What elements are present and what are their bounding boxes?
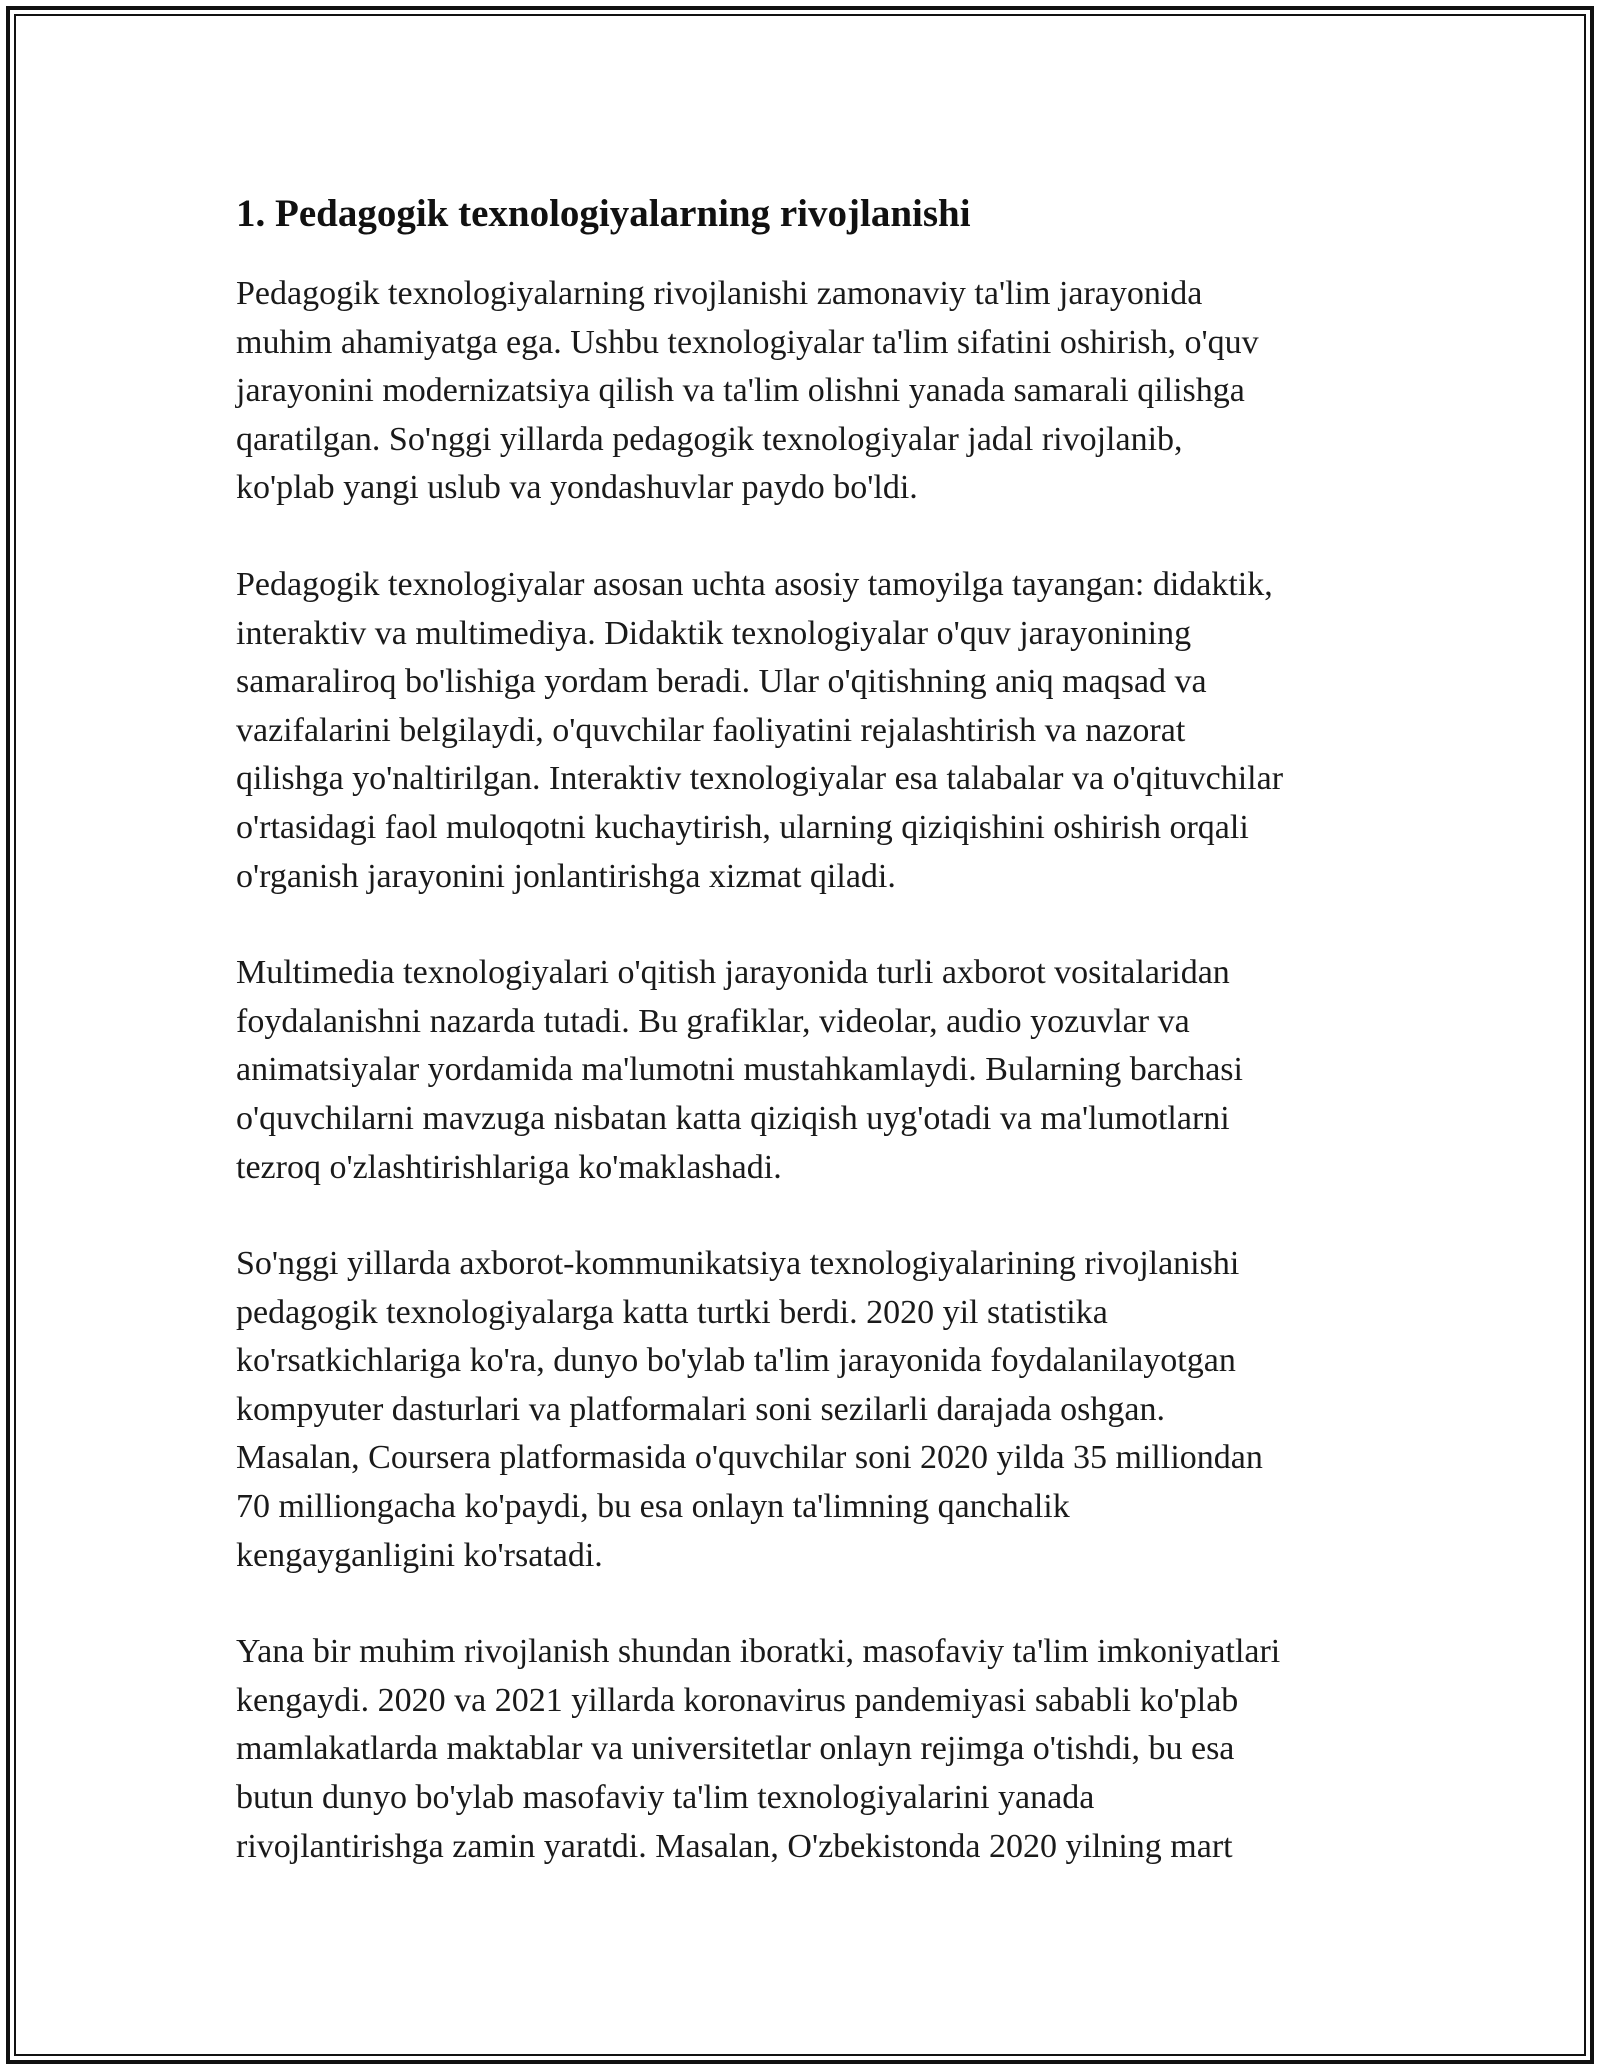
text-line: kompyuter dasturlari va platformalari soni sezilarli darajada oshgan. xyxy=(236,1390,1166,1428)
text-line: ko'rsatkichlariga ko'ra, dunyo bo'ylab ta'lim jarayonida foydalanilayotgan xyxy=(236,1342,1236,1380)
text-line: o'rtasidagi faol muloqotni kuchaytirish, ularning qiziqishini oshirish orqali xyxy=(236,808,1249,846)
text-line: mamlakatlarda maktablar va universitetlar onlayn rejimga o'tishdi, bu esa xyxy=(236,1730,1235,1768)
text-line: tezroq o'zlashtirishlariga ko'maklashadi. xyxy=(236,1148,782,1186)
paragraph-5 xyxy=(236,1628,1386,1871)
text-line: butun dunyo bo'ylab masofaviy ta'lim texnologiyalarini yanada xyxy=(236,1779,1095,1817)
paragraph-3 xyxy=(236,949,1386,1192)
section-heading: 1. Pedagogik texnologiyalarning rivojlanishi xyxy=(236,192,971,235)
text-line: animatsiyalar yordamida ma'lumotni mustahkamlaydi. Bularning barchasi xyxy=(236,1051,1243,1089)
text-line: foydalanishni nazarda tutadi. Bu grafiklar, videolar, audio yozuvlar va xyxy=(236,1002,1190,1040)
text-line: o'rganish jarayonini jonlantirishga xizmat qiladi. xyxy=(236,857,896,895)
text-line: kengaydi. 2020 va 2021 yillarda koronavirus pandemiyasi sababli ko'plab xyxy=(236,1681,1239,1719)
text-line: o'quvchilarni mavzuga nisbatan katta qiziqish uyg'otadi va ma'lumotlarni xyxy=(236,1099,1230,1137)
text-line: Pedagogik texnologiyalar asosan uchta asosiy tamoyilga tayangan: didaktik, xyxy=(236,565,1273,603)
paragraph-4 xyxy=(236,1240,1386,1580)
text-line: samaraliroq bo'lishiga yordam beradi. Ular o'qitishning aniq maqsad va xyxy=(236,663,1207,701)
text-line: pedagogik texnologiyalarga katta turtki berdi. 2020 yil statistika xyxy=(236,1293,1108,1331)
text-line: So'nggi yillarda axborot-kommunikatsiya texnologiyalarining rivojlanishi xyxy=(236,1245,1240,1283)
text-line: vazifalarini belgilaydi, o'quvchilar faoliyatini rejalashtirish va nazorat xyxy=(236,711,1186,749)
text-line: kengayganligini ko'rsatadi. xyxy=(236,1536,603,1574)
text-line: 70 milliongacha ko'paydi, bu esa onlayn ta'limning qanchalik xyxy=(236,1488,1070,1526)
document-body xyxy=(236,186,1386,1919)
text-line: interaktiv va multimediya. Didaktik texnologiyalar o'quv jarayonining xyxy=(236,614,1192,652)
text-line: Yana bir muhim rivojlanish shundan iboratki, masofaviy ta'lim imkoniyatlari xyxy=(236,1633,1281,1671)
text-line: jarayonini modernizatsiya qilish va ta'lim olishni yanada samarali qilishga xyxy=(236,372,1245,410)
text-line: qilishga yo'naltirilgan. Interaktiv texnologiyalar esa talabalar va o'qituvchilar xyxy=(236,760,1284,798)
text-line: ko'plab yangi uslub va yondashuvlar paydo bo'ldi. xyxy=(236,469,918,507)
text-line: qaratilgan. So'nggi yillarda pedagogik texnologiyalar jadal rivojlanib, xyxy=(236,420,1183,458)
text-line: Pedagogik texnologiyalarning rivojlanishi zamonaviy ta'lim jarayonida xyxy=(236,275,1203,312)
text-line: rivojlantirishga zamin yaratdi. Masalan, O'zbekistonda 2020 yilning mart xyxy=(236,1827,1233,1865)
paragraph-1 xyxy=(236,270,1386,513)
text-line: muhim ahamiyatga ega. Ushbu texnologiyalar ta'lim sifatini oshirish, o'quv xyxy=(236,323,1259,361)
paragraph-2 xyxy=(236,561,1386,901)
text-line: Masalan, Coursera platformasida o'quvchilar soni 2020 yilda 35 milliondan xyxy=(236,1439,1263,1477)
text-line: Multimedia texnologiyalari o'qitish jarayonida turli axborot vositalaridan xyxy=(236,954,1230,992)
